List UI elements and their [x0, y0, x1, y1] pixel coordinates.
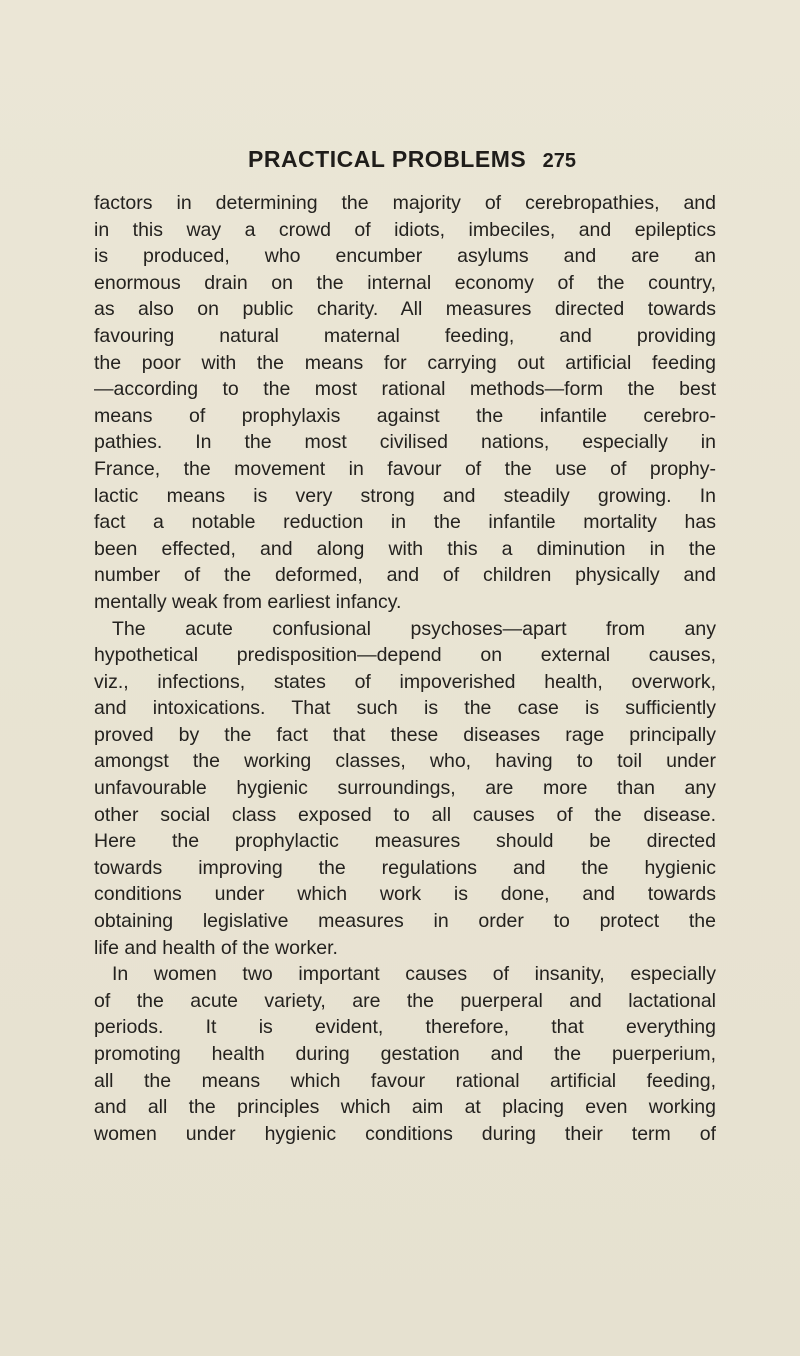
- text-line: the poor with the means for carrying out artificial feeding: [94, 351, 716, 374]
- text-line: viz., infections, states of impoverished health, overwork,: [94, 670, 716, 693]
- text-line: pathies. In the most civilised nations, especially in: [94, 431, 716, 454]
- text-line: of the acute variety, are the puerperal and lactational: [94, 989, 716, 1012]
- text-line: is produced, who encumber asylums and are an: [94, 245, 716, 268]
- text-line: conditions under which work is done, and towards: [94, 883, 716, 906]
- text-line: towards improving the regulations and the hygienic: [94, 856, 716, 879]
- text-line: periods. It is evident, therefore, that everything: [94, 1016, 716, 1039]
- text-line: The acute confusional psychoses—apart from any: [112, 617, 716, 640]
- text-line: factors in determining the majority of cerebropathies, and: [94, 192, 716, 214]
- text-line: hypothetical predisposition—depend on external causes,: [94, 644, 716, 667]
- text-line: women under hygienic conditions during their term of: [94, 1122, 716, 1145]
- text-line: as also on public charity. All measures directed towards: [94, 298, 716, 321]
- text-line: In women two important causes of insanity, especially: [112, 963, 716, 986]
- running-title: PRACTICAL PROBLEMS: [248, 146, 527, 172]
- text-line: in this way a crowd of idiots, imbeciles, and epileptics: [94, 218, 716, 241]
- text-line: favouring natural maternal feeding, and providing: [94, 324, 716, 347]
- text-line: life and health of the worker.: [94, 936, 338, 959]
- text-line: means of prophylaxis against the infantile cerebro-: [94, 404, 716, 427]
- text-line: promoting health during gestation and the puerperium,: [94, 1043, 716, 1065]
- text-line: France, the movement in favour of the use of prophy-: [94, 457, 716, 480]
- text-line: proved by the fact that these diseases rage principally: [94, 723, 716, 746]
- text-line: lactic means is very strong and steadily growing. In: [94, 484, 716, 507]
- text-line: unfavourable hygienic surroundings, are more than any: [94, 777, 716, 800]
- text-line: obtaining legislative measures in order to protect the: [94, 910, 716, 933]
- body-text: [94, 190, 716, 1147]
- page-number: 275: [542, 150, 576, 172]
- text-line: all the means which favour rational artificial feeding,: [94, 1069, 716, 1092]
- text-line: Here the prophylactic measures should be directed: [94, 830, 716, 853]
- text-line: been effected, and along with this a diminution in the: [94, 537, 716, 560]
- text-line: and all the principles which aim at placing even working: [94, 1096, 716, 1119]
- text-line: —according to the most rational methods—form the best: [94, 378, 716, 401]
- text-line: amongst the working classes, who, having to toil under: [94, 750, 716, 773]
- page-header: [248, 146, 576, 182]
- text-line: and intoxications. That such is the case is sufficiently: [94, 697, 716, 720]
- text-line: number of the deformed, and of children physically and: [94, 564, 716, 587]
- text-line: fact a notable reduction in the infantile mortality has: [94, 511, 716, 534]
- text-line: other social class exposed to all causes of the disease.: [94, 803, 716, 826]
- text-line: enormous drain on the internal economy of the country,: [94, 271, 716, 294]
- text-line: mentally weak from earliest infancy.: [94, 590, 402, 613]
